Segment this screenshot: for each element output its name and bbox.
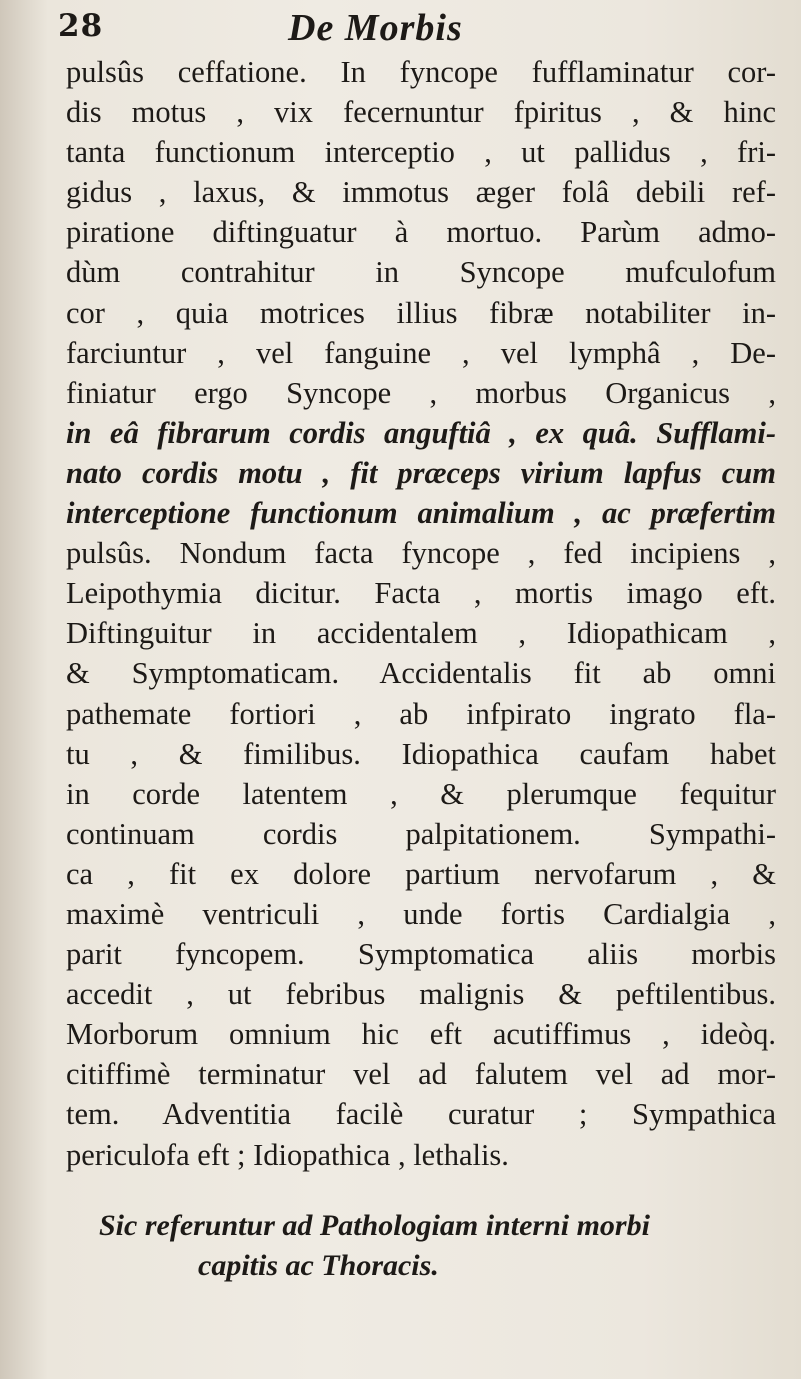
text-line: farciuntur , vel fanguine , vel lymphâ , De- bbox=[66, 335, 776, 370]
text-line: finiatur ergo Syncope , morbus Organicus , bbox=[66, 375, 776, 410]
text-line: tu , & fimilibus. Idiopathica caufam habet bbox=[66, 736, 776, 771]
text-line: accedit , ut febribus malignis & peftilentibus. bbox=[66, 977, 776, 1012]
text-line: ca , fit ex dolore partium nervofarum , & bbox=[66, 856, 776, 891]
text-line: pulsûs ceffatione. In fyncope fufflaminatur cor- bbox=[66, 55, 776, 89]
text-line: pulsûs. Nondum facta fyncope , fed incipiens , bbox=[66, 536, 776, 571]
page-header bbox=[58, 8, 778, 54]
text-line: citiffimè terminatur vel ad falutem vel ad mor- bbox=[66, 1057, 776, 1092]
text-line: gidus , laxus, & immotus æger folâ debili ref- bbox=[66, 175, 776, 210]
page-number: 28 bbox=[58, 8, 104, 44]
text-line: pathemate fortiori , ab infpirato ingrato fla- bbox=[66, 696, 776, 731]
text-line: tem. Adventitia facilè curatur ; Sympathica bbox=[66, 1097, 776, 1132]
text-line: periculofa eft ; Idiopathica , lethalis. bbox=[66, 1137, 509, 1172]
text-line: & Symptomaticam. Accidentalis fit ab omni bbox=[66, 656, 776, 691]
definition-line: interceptione functionum animalium , ac præfertim bbox=[66, 496, 776, 531]
definition-line: nato cordis motu , fit præceps virium lapfus cum bbox=[66, 455, 776, 490]
text-line: cor , quia motrices illius fibræ notabiliter in- bbox=[66, 295, 776, 330]
text-line: piratione diftinguatur à mortuo. Parùm admo- bbox=[66, 215, 776, 250]
text-line: in corde latentem , & plerumque fequitur bbox=[66, 776, 776, 811]
text-line: Diftinguitur in accidentalem , Idiopathicam , bbox=[66, 616, 776, 651]
text-line: Morborum omnium hic eft acutiffimus , ideòq. bbox=[66, 1017, 776, 1052]
closing-note-line-1: Sic referuntur ad Pathologiam interni morbi bbox=[99, 1209, 650, 1242]
definition-line: in eâ fibrarum cordis anguftiâ , ex quâ. Sufflami- bbox=[66, 415, 776, 450]
closing-note bbox=[0, 1206, 801, 1286]
text-line: maximè ventriculi , unde fortis Cardialgia , bbox=[66, 896, 776, 931]
text-line: dùm contrahitur in Syncope mufculofum bbox=[66, 255, 776, 290]
closing-note-line-2: capitis ac Thoracis. bbox=[198, 1249, 439, 1282]
text-line: parit fyncopem. Symptomatica aliis morbis bbox=[66, 937, 776, 972]
running-head-title: De Morbis bbox=[288, 7, 463, 49]
text-line: dis motus , vix fecernuntur fpiritus , & hinc bbox=[66, 95, 776, 130]
text-line: Leipothymia dicitur. Facta , mortis imago eft. bbox=[66, 576, 776, 611]
body-paragraph bbox=[66, 52, 776, 1175]
text-line: tanta functionum interceptio , ut pallidus , fri- bbox=[66, 135, 776, 170]
text-line: continuam cordis palpitationem. Sympathi- bbox=[66, 816, 776, 851]
